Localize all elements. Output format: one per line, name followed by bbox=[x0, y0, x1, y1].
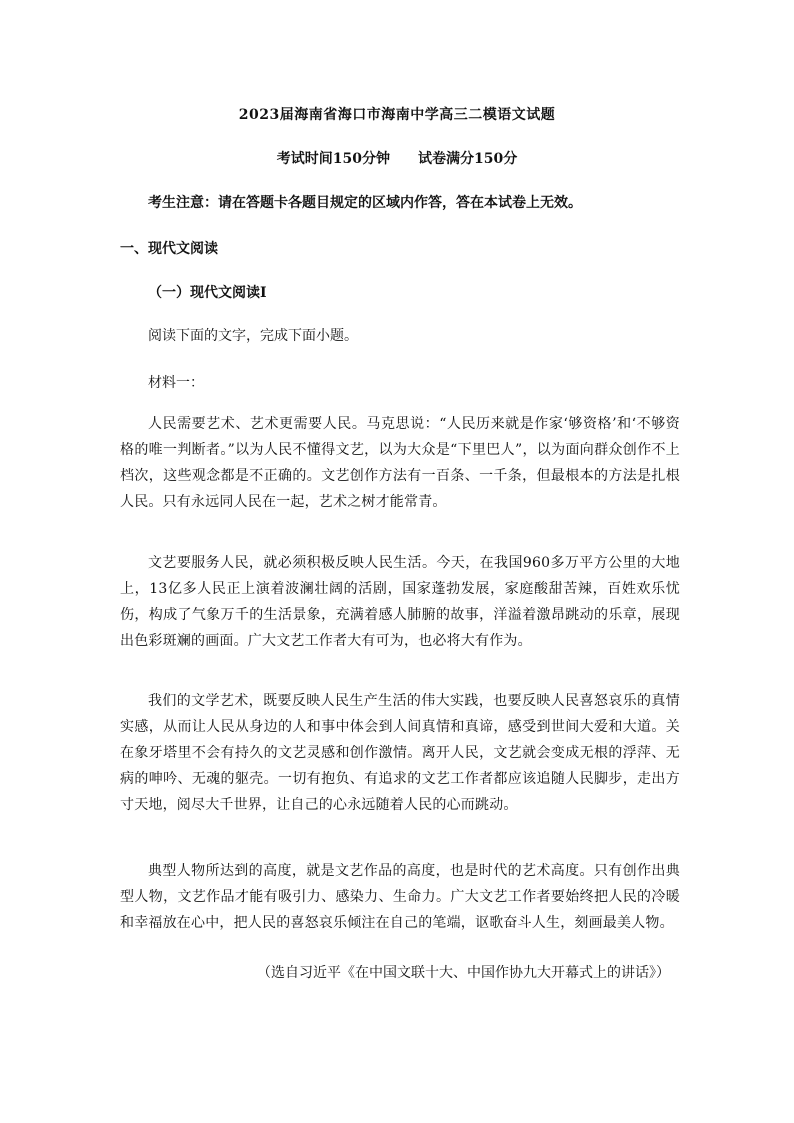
subsection-heading: （一）现代文阅读Ⅰ bbox=[148, 285, 267, 301]
exam-title: 2023届海南省海口市海南中学高三二模语文试题 bbox=[238, 107, 556, 123]
paragraph-1: 人民需要艺术、艺术更需要人民。马克思说：“人民历来就是作家‘够资格’和‘不够资格的唯一判断者。”以为人民不懂得文艺，以为大众是“下里巴人”，以为面向群众创作不上档次，这些观念都是不正确的。文艺创作方法有一百条、一千条，但最根本的方法是扎根人民。只有永远同人民在一起，艺术之树才能常青。 bbox=[120, 416, 680, 510]
reading-instruction: 阅读下面的文字，完成下面小题。 bbox=[148, 328, 358, 344]
exam-time: 考试时间150分钟 bbox=[276, 151, 390, 167]
exam-notice: 考生注意：请在答题卡各题目规定的区域内作答，答在本试卷上无效。 bbox=[148, 195, 582, 211]
paragraph-3: 我们的文学艺术，既要反映人民生产生活的伟大实践，也要反映人民喜怒哀乐的真情实感，从而让人民从身边的人和事中体会到人间真情和真谛，感受到世间大爱和大道。关在象牙塔里不会有持久的文艺灵感和创作激情。离开人民，文艺就会变成无根的浮萍、无病的呻吟、无魂的躯壳。一切有抱负、有追求的文艺工作者都应该追随人民脚步，走出方寸天地，阅尽大千世界，让自己的心永远随着人民的心而跳动。 bbox=[120, 693, 680, 813]
paragraph-2: 文艺要服务人民，就必须积极反映人民生活。今天，在我国960多万平方公里的大地上，13亿多人民正上演着波澜壮阔的活剧，国家蓬勃发展，家庭酸甜苦辣，百姓欢乐忧伤，构成了气象万千的生活景象，充满着感人肺腑的故事，洋溢着激昂跳动的乐章，展现出色彩斑斓的画面。广大文艺工作者大有可为，也必将大有作为。 bbox=[120, 555, 680, 649]
material-label: 材料一： bbox=[148, 375, 204, 391]
exam-info bbox=[0, 148, 794, 168]
source-citation: （选自习近平《在中国文联十大、中国作协九大开幕式上的讲话》） bbox=[257, 965, 670, 981]
paragraph-4: 典型人物所达到的高度，就是文艺作品的高度，也是时代的艺术高度。只有创作出典型人物，文艺作品才能有吸引力、感染力、生命力。广大文艺工作者要始终把人民的冷暖和幸福放在心中，把人民的喜怒哀乐倾注在自己的笔端，讴歌奋斗人生，刻画最美人物。 bbox=[120, 863, 680, 931]
full-score: 试卷满分150分 bbox=[418, 151, 518, 167]
section-heading: 一、现代文阅读 bbox=[120, 241, 218, 257]
